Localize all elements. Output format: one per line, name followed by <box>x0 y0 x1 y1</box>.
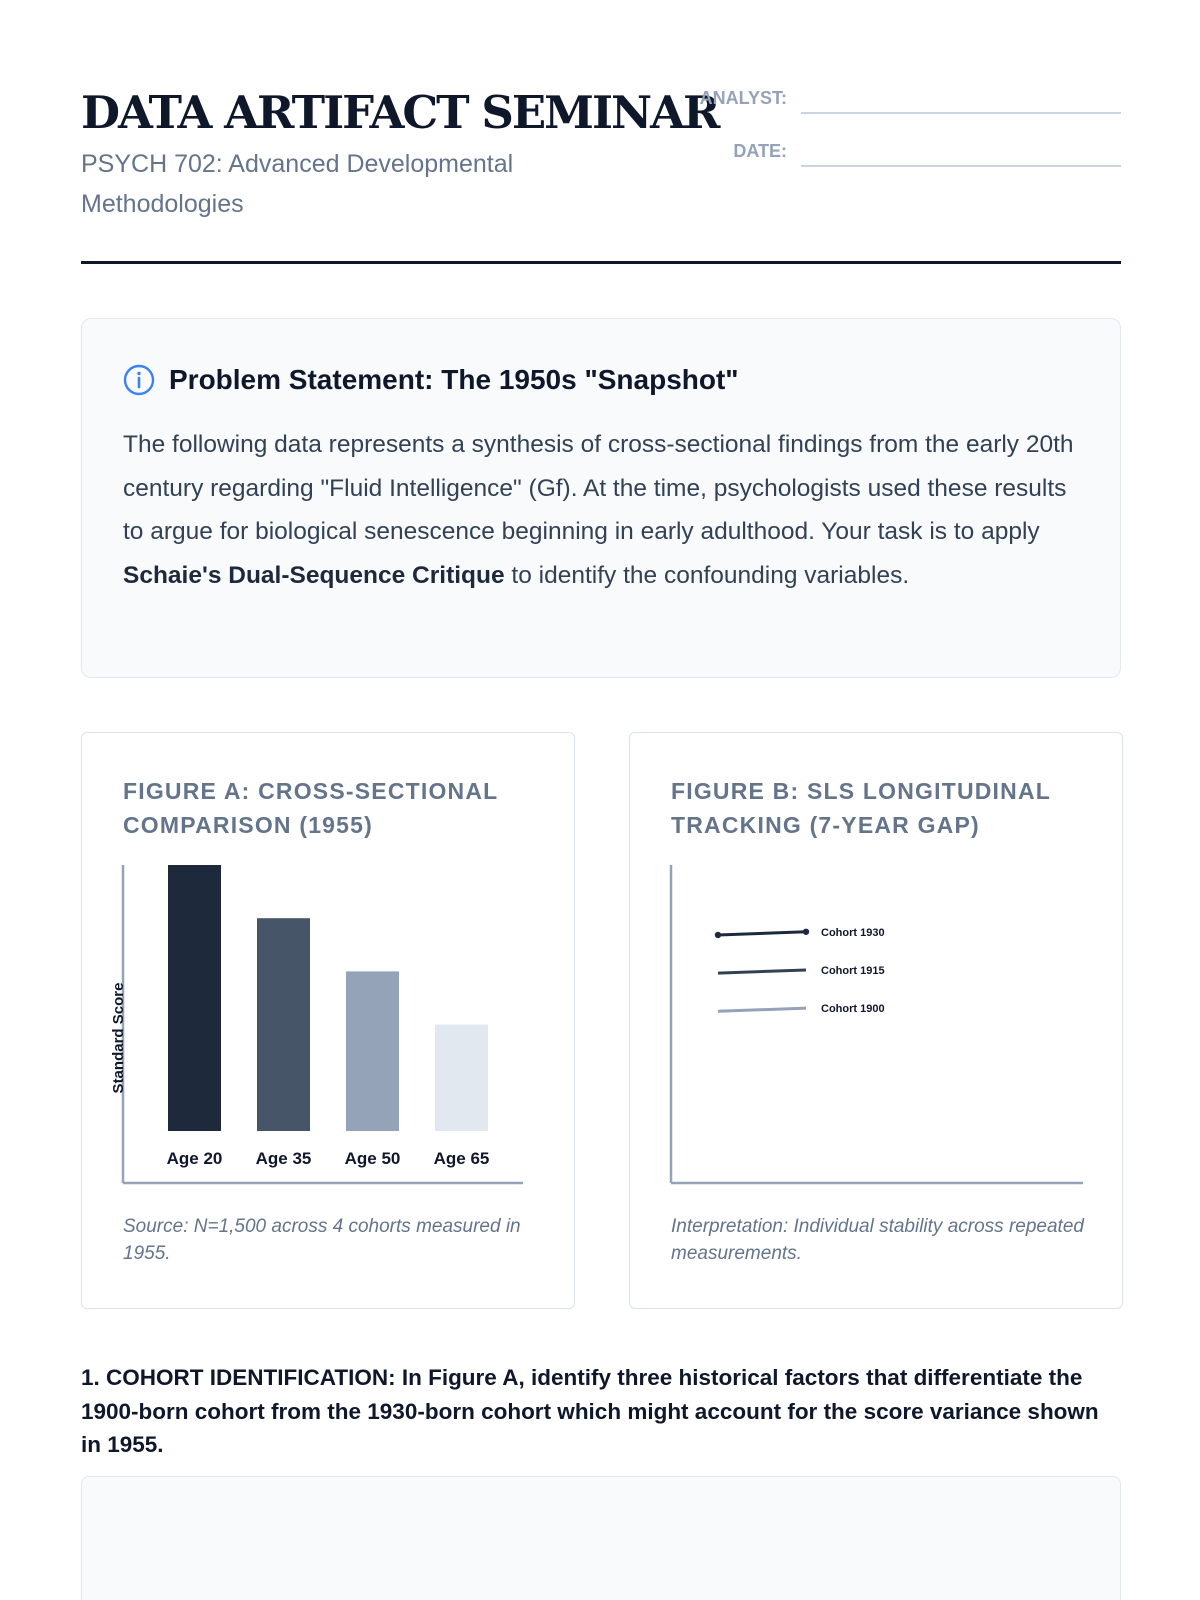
date-label: DATE: <box>733 141 787 161</box>
figure-b-title: FIGURE B: SLS LONGITUDINAL TRACKING (7-YEAR GAP) <box>671 778 1051 838</box>
bar-age-50 <box>346 971 399 1131</box>
bar-age-65 <box>435 1025 488 1131</box>
problem-header <box>123 364 739 396</box>
series-line-cohort-1900 <box>718 1008 806 1011</box>
figure-b-caption: Interpretation: Individual stability across repeated measurements. <box>671 1216 1084 1264</box>
problem-body-text-end: to identify the confounding variables. <box>504 561 910 589</box>
problem-body <box>123 423 1093 597</box>
question-1: 1. COHORT IDENTIFICATION: In Figure A, identify three historical factors that differentiate the 1900-born cohort from the 1930-born cohort which might account for the score variance shown in 1955. <box>81 1365 1099 1457</box>
figure-a-chart <box>82 863 576 1193</box>
x-tick-label: Age 35 <box>255 1149 312 1168</box>
analyst-row <box>691 88 1121 114</box>
series-line-cohort-1915 <box>718 970 806 973</box>
date-field[interactable] <box>801 141 1121 167</box>
series-label-cohort-1915: Cohort 1915 <box>821 964 885 977</box>
figure-b-chart <box>630 863 1124 1193</box>
course-subtitle: PSYCH 702: Advanced Developmental Methodologies <box>81 150 514 218</box>
series-point-cohort-1930 <box>803 929 809 935</box>
page-title: DATA ARTIFACT SEMINAR <box>81 86 719 139</box>
bar-age-20 <box>168 865 221 1131</box>
info-circle-icon <box>123 364 155 396</box>
x-tick-label: Age 20 <box>166 1149 223 1168</box>
figure-a-caption: Source: N=1,500 across 4 cohorts measured in 1955. <box>123 1216 521 1264</box>
series-label-cohort-1930: Cohort 1930 <box>821 926 885 939</box>
series-point-cohort-1930 <box>715 932 721 938</box>
problem-statement-card <box>81 318 1121 678</box>
problem-title: Problem Statement: The 1950s "Snapshot" <box>169 364 739 395</box>
x-tick-label: Age 50 <box>344 1149 401 1168</box>
analyst-label: ANALYST: <box>699 88 787 108</box>
y-axis-label: Standard Score <box>110 982 127 1094</box>
header-divider <box>81 261 1121 264</box>
header <box>81 82 1121 264</box>
figure-b-card <box>629 732 1123 1309</box>
problem-body-emphasis: Schaie's Dual-Sequence Critique <box>123 561 505 589</box>
figure-a-title: FIGURE A: CROSS-SECTIONAL COMPARISON (1955) <box>123 778 499 838</box>
analyst-field[interactable] <box>801 88 1121 114</box>
problem-body-text: The following data represents a synthesis of cross-sectional findings from the early 20th century regarding "Fluid Intelligence" (Gf). At the time, psychologists used these results to argue for biological senescence beginning in early adulthood. Your task is to apply <box>123 431 1074 545</box>
bar-age-35 <box>257 918 310 1131</box>
x-tick-label: Age 65 <box>433 1149 490 1168</box>
answer-box-1[interactable] <box>81 1476 1121 1600</box>
figure-a-card <box>81 732 575 1309</box>
series-line-cohort-1930 <box>718 932 806 935</box>
date-row <box>691 141 1121 167</box>
series-label-cohort-1900: Cohort 1900 <box>821 1003 885 1016</box>
